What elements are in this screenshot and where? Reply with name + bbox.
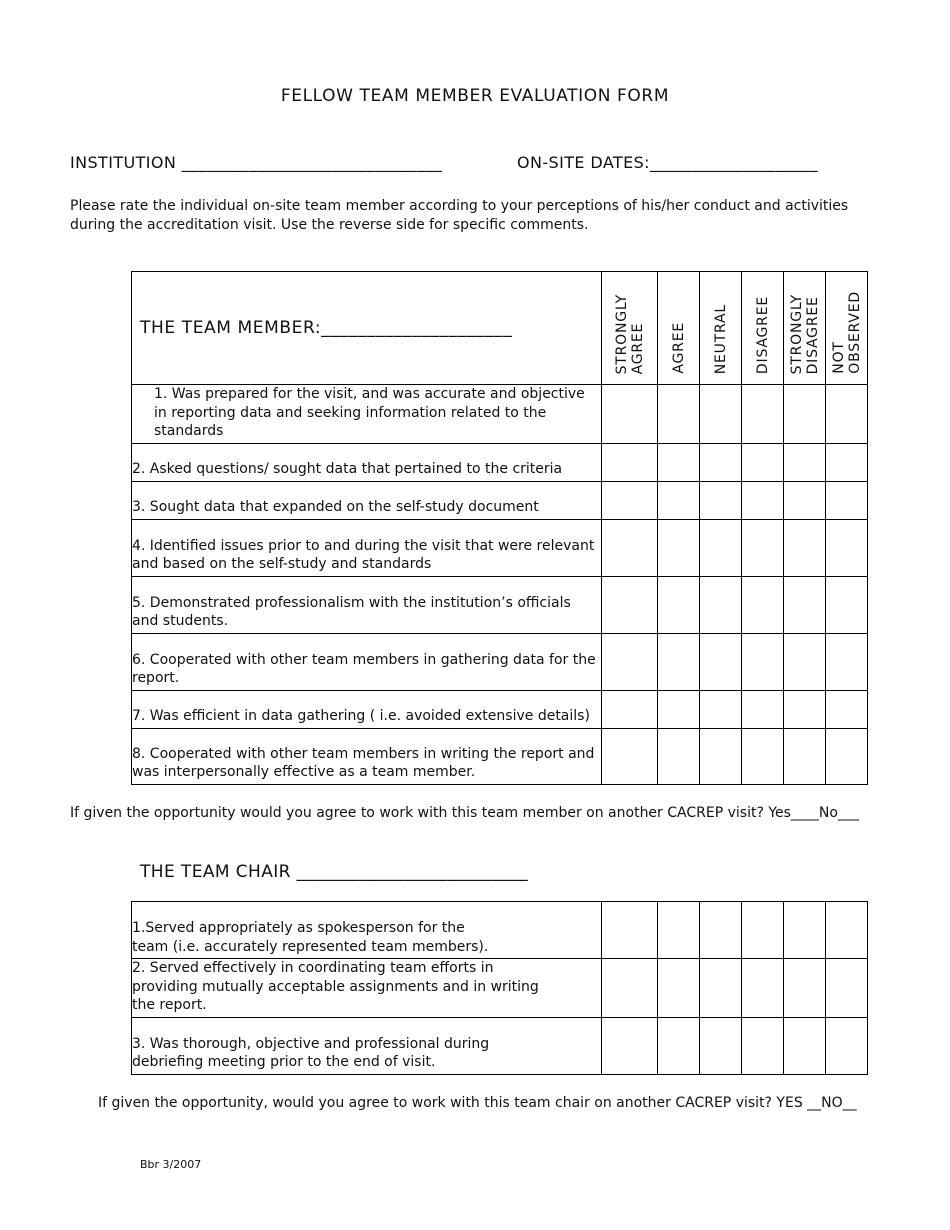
- rating-cell[interactable]: [826, 728, 868, 784]
- rating-cell[interactable]: [658, 728, 700, 784]
- team-member-rating-table: [131, 271, 868, 785]
- rating-cell[interactable]: [742, 690, 784, 728]
- team-member-header: [132, 272, 602, 385]
- table-row: [132, 1017, 868, 1074]
- criterion-text: 4. Identified issues prior to and during the visit that were relevant and based on the self-study and standards: [132, 519, 602, 576]
- rating-cell[interactable]: [742, 519, 784, 576]
- rating-cell[interactable]: [700, 633, 742, 690]
- table-row: [132, 481, 868, 519]
- onsite-dates-field-label: ON-SITE DATES:____________________: [517, 153, 818, 172]
- rating-cell[interactable]: [742, 1017, 784, 1074]
- rating-cell[interactable]: [658, 519, 700, 576]
- rating-cell[interactable]: [700, 1017, 742, 1074]
- criterion-text: 5. Demonstrated professionalism with the institution’s officials and students.: [132, 576, 602, 633]
- rating-cell[interactable]: [742, 385, 784, 444]
- rating-cell[interactable]: [826, 443, 868, 481]
- column-header-agree: AGREE: [658, 272, 700, 385]
- chair-criterion-3: 3. Was thorough, objective and professional during debriefing meeting prior to the end of visit.: [132, 1035, 490, 1070]
- rating-cell[interactable]: [700, 959, 742, 1018]
- table-row: [132, 728, 868, 784]
- rating-cell[interactable]: [784, 633, 826, 690]
- team-chair-header: THE TEAM CHAIR __________________________: [140, 862, 529, 882]
- rating-cell[interactable]: [784, 902, 826, 959]
- rating-cell[interactable]: [658, 576, 700, 633]
- criterion-text: [132, 959, 602, 1018]
- rating-cell[interactable]: [700, 690, 742, 728]
- rating-cell[interactable]: [602, 481, 658, 519]
- criterion-text: [132, 1017, 602, 1074]
- rating-cell[interactable]: [826, 690, 868, 728]
- rating-cell[interactable]: [784, 519, 826, 576]
- footer-revision-note: Bbr 3/2007: [140, 1158, 202, 1171]
- rating-cell[interactable]: [602, 576, 658, 633]
- instructions-text: Please rate the individual on-site team member according to your perceptions of his/her conduct and activities during the accreditation visit. Use the reverse side for specific comments.: [70, 198, 849, 233]
- table-row: [132, 385, 868, 444]
- rating-cell[interactable]: [742, 728, 784, 784]
- chair-criterion-2: 2. Served effectively in coordinating team efforts in providing mutually acceptable assignments and in writing the report.: [132, 960, 539, 1013]
- rating-cell[interactable]: [700, 728, 742, 784]
- rating-cell[interactable]: [784, 576, 826, 633]
- rating-cell[interactable]: [602, 902, 658, 959]
- column-header-not-observed: NOT OBSERVED: [826, 272, 868, 385]
- rating-cell[interactable]: [826, 519, 868, 576]
- criterion-text: 6. Cooperated with other team members in gathering data for the report.: [132, 633, 602, 690]
- rating-cell[interactable]: [742, 902, 784, 959]
- table-row: [132, 576, 868, 633]
- table-row: [132, 633, 868, 690]
- rating-cell[interactable]: [602, 1017, 658, 1074]
- table-row: [132, 690, 868, 728]
- criterion-text: 1. Was prepared for the visit, and was accurate and objective in reporting data and seeking information related to the standards: [132, 385, 602, 444]
- rating-cell[interactable]: [742, 443, 784, 481]
- rating-cell[interactable]: [658, 959, 700, 1018]
- table-row: [132, 443, 868, 481]
- rating-cell[interactable]: [742, 481, 784, 519]
- rating-cell[interactable]: [602, 443, 658, 481]
- team-chair-rehire-question: If given the opportunity, would you agree to work with this team chair on another CACREP visit? YES __NO__: [98, 1095, 857, 1111]
- rating-cell[interactable]: [784, 959, 826, 1018]
- rating-cell[interactable]: [700, 519, 742, 576]
- form-title: FELLOW TEAM MEMBER EVALUATION FORM: [280, 86, 670, 106]
- rating-cell[interactable]: [602, 959, 658, 1018]
- team-member-name-label: THE TEAM MEMBER:_____________________: [140, 318, 513, 338]
- rating-cell[interactable]: [658, 1017, 700, 1074]
- rating-cell[interactable]: [784, 728, 826, 784]
- rating-cell[interactable]: [826, 481, 868, 519]
- rating-cell[interactable]: [784, 385, 826, 444]
- institution-field-label: INSTITUTION _______________________________: [70, 153, 443, 172]
- criterion-text: 7. Was efficient in data gathering ( i.e. avoided extensive details): [132, 690, 602, 728]
- column-header-strongly-agree: STRONGLY AGREE: [602, 272, 658, 385]
- rating-cell[interactable]: [826, 1017, 868, 1074]
- rating-cell[interactable]: [658, 902, 700, 959]
- chair-criterion-1: 1.Served appropriately as spokesperson for the team (i.e. accurately represented team members).: [132, 920, 489, 955]
- rating-cell[interactable]: [700, 443, 742, 481]
- rating-cell[interactable]: [826, 959, 868, 1018]
- rating-cell[interactable]: [826, 902, 868, 959]
- rating-cell[interactable]: [784, 443, 826, 481]
- criterion-text: 2. Asked questions/ sought data that pertained to the criteria: [132, 443, 602, 481]
- rating-cell[interactable]: [826, 576, 868, 633]
- rating-cell[interactable]: [602, 690, 658, 728]
- rating-cell[interactable]: [700, 576, 742, 633]
- table-row: [132, 959, 868, 1018]
- team-member-rehire-question: If given the opportunity would you agree to work with this team member on another CACREP visit? Yes____No___: [70, 805, 859, 821]
- rating-cell[interactable]: [658, 633, 700, 690]
- rating-cell[interactable]: [700, 481, 742, 519]
- rating-cell[interactable]: [602, 519, 658, 576]
- column-header-disagree: DISAGREE: [742, 272, 784, 385]
- criterion-text: 3. Sought data that expanded on the self-study document: [132, 481, 602, 519]
- rating-cell[interactable]: [658, 481, 700, 519]
- criterion-text: [132, 902, 602, 959]
- rating-cell[interactable]: [602, 633, 658, 690]
- column-header-neutral: NEUTRAL: [700, 272, 742, 385]
- rating-cell[interactable]: [658, 690, 700, 728]
- criterion-text: 8. Cooperated with other team members in writing the report and was interpersonally effective as a team member.: [132, 728, 602, 784]
- rating-cell[interactable]: [742, 633, 784, 690]
- rating-cell[interactable]: [826, 633, 868, 690]
- table-row: [132, 519, 868, 576]
- rating-cell[interactable]: [602, 385, 658, 444]
- rating-cell[interactable]: [658, 443, 700, 481]
- rating-cell[interactable]: [742, 576, 784, 633]
- rating-cell[interactable]: [784, 1017, 826, 1074]
- rating-cell[interactable]: [658, 385, 700, 444]
- rating-cell[interactable]: [700, 385, 742, 444]
- rating-cell[interactable]: [784, 481, 826, 519]
- rating-cell[interactable]: [700, 902, 742, 959]
- rating-cell[interactable]: [742, 959, 784, 1018]
- rating-cell[interactable]: [602, 728, 658, 784]
- rating-cell[interactable]: [826, 385, 868, 444]
- rating-cell[interactable]: [784, 690, 826, 728]
- table-row: [132, 902, 868, 959]
- column-header-strongly-disagree: STRONGLY DISAGREE: [784, 272, 826, 385]
- team-chair-rating-table: [131, 901, 868, 1075]
